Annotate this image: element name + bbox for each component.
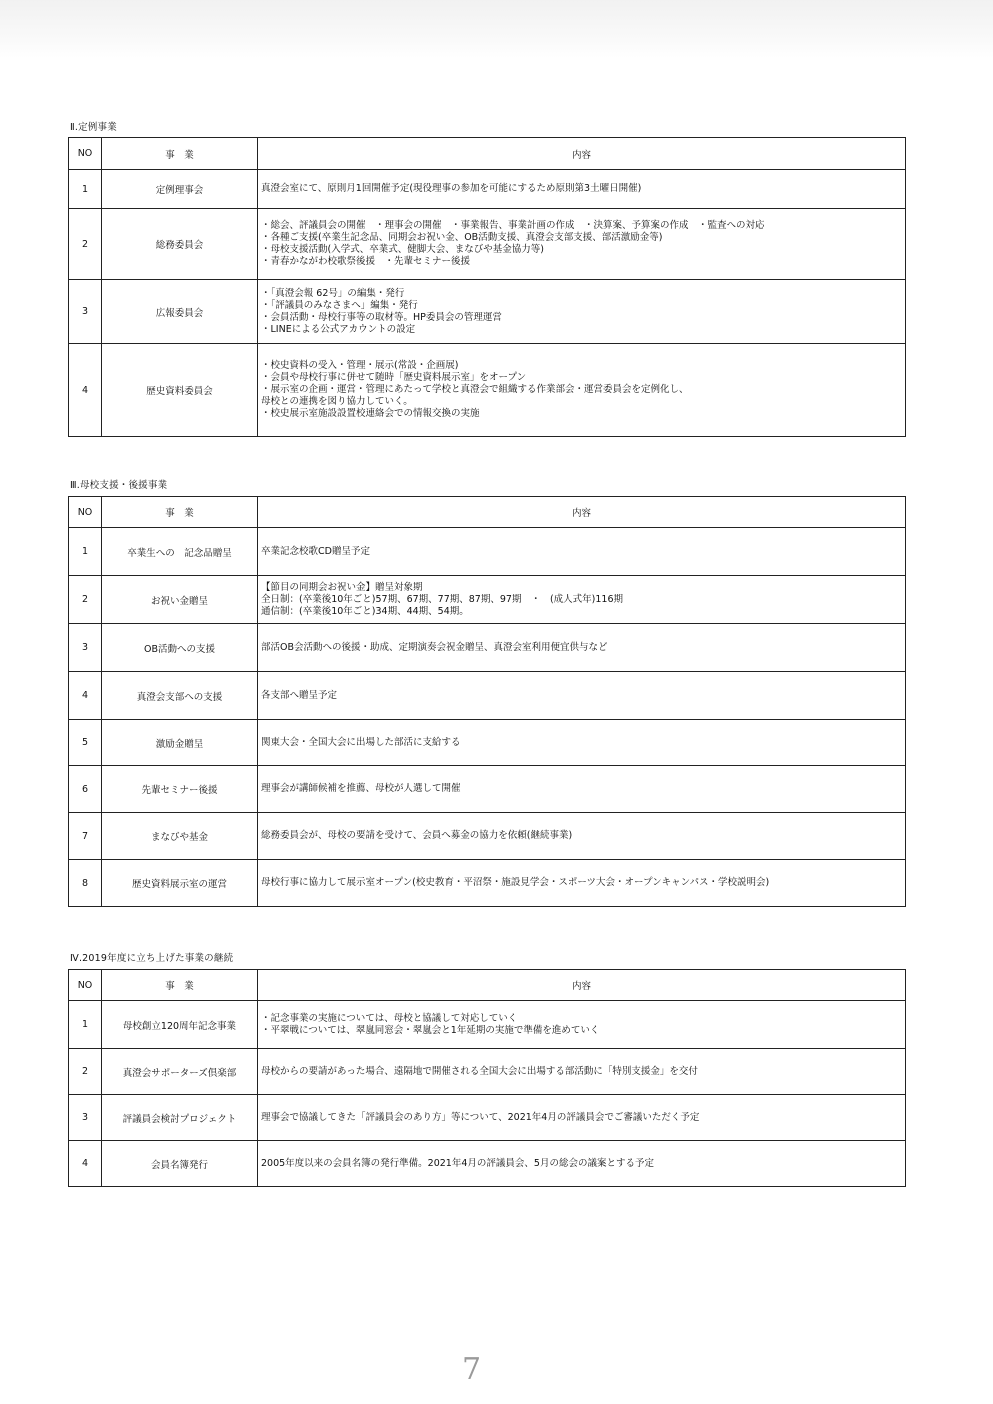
- content-line: 母校との連携を図り協力していく。: [261, 396, 413, 407]
- scan-top-shadow: [0, 0, 993, 58]
- content-line: ・展示室の企画・運営・管理にあたって学校と真澄会で組織する作業部会・運営委員会を定例化し、: [261, 384, 689, 395]
- header-project: 事 業: [102, 138, 258, 170]
- header-no: NO: [69, 497, 102, 528]
- content-line: ・会員活動・母校行事等の取材等。HP委員会の管理運営: [261, 311, 502, 323]
- header-project: 事 業: [102, 497, 258, 528]
- table-row: [69, 576, 906, 624]
- row-number: 4: [69, 1141, 102, 1187]
- content-line: 真澄会室にて、原則月1回開催予定(現役理事の参加を可能にするため原則第3土曜日開催): [261, 183, 642, 194]
- project-name: 評議員会検討プロジェクト: [102, 1095, 258, 1141]
- project-content: [258, 209, 906, 280]
- content-line: 全日制：(卒業後10年ごと)57期、67期、77期、87期、97期 ・ (成人式年)116期: [261, 593, 623, 605]
- table-row: [69, 209, 906, 280]
- project-name: 歴史資料委員会: [102, 344, 258, 437]
- project-content: [258, 576, 906, 624]
- table-row: [69, 528, 906, 576]
- project-content: [258, 1141, 906, 1187]
- table-row: [69, 1095, 906, 1141]
- row-number: 2: [69, 1049, 102, 1095]
- row-number: 2: [69, 209, 102, 280]
- project-name: 会員名簿発行: [102, 1141, 258, 1187]
- page-number: 7: [462, 1352, 482, 1387]
- row-number: 2: [69, 576, 102, 624]
- project-content: [258, 170, 906, 209]
- table-row: [69, 170, 906, 209]
- content-line: ・校史展示室施設設置校連絡会での情報交換の実施: [261, 408, 480, 419]
- content-line: ・会員や母校行事に併せて随時「歴史資料展示室」をオープン: [261, 372, 527, 383]
- row-number: 3: [69, 280, 102, 344]
- content-line: 理事会で協議してきた「評議員会のあり方」等について、2021年4月の評議員会でご審議いただく予定: [261, 1111, 700, 1123]
- content-line: ・校史資料の受入・管理・展示(常設・企画展): [261, 360, 459, 371]
- content-line: 母校行事に協力して展示室オープン(校史教育・平沼祭・施設見学会・スポーツ大会・オープンキャンパス・学校説明会): [261, 877, 770, 888]
- project-name: 真澄会支部への支援: [102, 672, 258, 720]
- header-no: NO: [69, 138, 102, 170]
- row-number: 8: [69, 860, 102, 907]
- content-line: 総務委員会が、母校の要請を受けて、会員へ募金の協力を依頼(継続事業): [261, 830, 573, 841]
- content-line: 部活OB会活動への後援・助成、定期演奏会祝金贈呈、真澄会室利用便宜供与など: [261, 641, 608, 653]
- content-line: ・記念事業の実施については、母校と協議して対応していく: [261, 1012, 518, 1024]
- project-name: お祝い金贈呈: [102, 576, 258, 624]
- content-line: 【節目の同期会お祝い金】贈呈対象期: [261, 581, 423, 593]
- content-line: 母校からの要請があった場合、遠隔地で開催される全国大会に出場する部活動に「特別支援金」を交付: [261, 1065, 698, 1077]
- project-name: 定例理事会: [102, 170, 258, 209]
- section-title: Ⅲ.母校支援・後援事業: [70, 480, 168, 491]
- row-number: 4: [69, 344, 102, 437]
- project-content: [258, 1001, 906, 1049]
- content-line: ・母校支援活動(入学式、卒業式、健脚大会、まなびや基金協力等): [261, 244, 544, 255]
- header-content: 内容: [258, 970, 906, 1001]
- table-row: [69, 813, 906, 860]
- table-row: [69, 720, 906, 766]
- project-content: [258, 1049, 906, 1095]
- project-content: [258, 280, 906, 344]
- table-row: [69, 624, 906, 672]
- table-row: [69, 1001, 906, 1049]
- table-row: [69, 1049, 906, 1095]
- project-name: 真澄会サポーターズ倶楽部: [102, 1049, 258, 1095]
- table-row: [69, 344, 906, 437]
- table-row: [69, 766, 906, 813]
- row-number: 7: [69, 813, 102, 860]
- project-name: 歴史資料展示室の運営: [102, 860, 258, 907]
- schedule-table: [68, 969, 906, 1187]
- project-content: [258, 860, 906, 907]
- content-line: 2005年度以来の会員名簿の発行準備。2021年4月の評議員会、5月の総会の議案とする予定: [261, 1157, 654, 1169]
- row-number: 4: [69, 672, 102, 720]
- content-line: ・「評議員のみなさまへ」編集・発行: [261, 299, 418, 311]
- header-no: NO: [69, 970, 102, 1001]
- header-content: 内容: [258, 497, 906, 528]
- project-content: [258, 1095, 906, 1141]
- project-name: 先輩セミナー後援: [102, 766, 258, 813]
- project-content: [258, 720, 906, 766]
- content-line: 理事会が講師候補を推薦、母校が人選して開催: [261, 783, 461, 794]
- row-number: 1: [69, 170, 102, 209]
- row-number: 5: [69, 720, 102, 766]
- project-content: [258, 344, 906, 437]
- project-name: まなびや基金: [102, 813, 258, 860]
- content-line: ・青春かながわ校歌祭後援 ・先輩セミナー後援: [261, 256, 471, 267]
- table-header-row: [69, 497, 906, 528]
- header-project: 事 業: [102, 970, 258, 1001]
- row-number: 1: [69, 1001, 102, 1049]
- schedule-table: [68, 137, 906, 437]
- project-content: [258, 766, 906, 813]
- content-line: ・各種ご支援(卒業生記念品、同期会お祝い金、OB活動支援、真澄会支部支援、部活激励金等): [261, 232, 663, 243]
- table-header-row: [69, 970, 906, 1001]
- table-row: [69, 672, 906, 720]
- row-number: 1: [69, 528, 102, 576]
- content-line: ・平翠戦については、翠嵐同窓会・翠嵐会と1年延期の実施で準備を進めていく: [261, 1024, 600, 1036]
- project-name: 卒業生への 記念品贈呈: [102, 528, 258, 576]
- table-row: [69, 1141, 906, 1187]
- content-line: ・LINEによる公式アカウントの設定: [261, 323, 416, 335]
- row-number: 6: [69, 766, 102, 813]
- section-title: Ⅱ.定例事業: [70, 122, 117, 133]
- table-row: [69, 860, 906, 907]
- section-title: Ⅳ.2019年度に立ち上げた事業の継続: [70, 953, 234, 964]
- content-line: ・「真澄会報 62号」の編集・発行: [261, 287, 405, 299]
- table-header-row: [69, 138, 906, 170]
- content-line: 通信制：(卒業後10年ごと)34期、44期、54期。: [261, 605, 469, 617]
- project-content: [258, 528, 906, 576]
- content-line: 卒業記念校歌CD贈呈予定: [261, 545, 370, 557]
- project-content: [258, 624, 906, 672]
- project-name: 総務委員会: [102, 209, 258, 280]
- content-line: ・総会、評議員会の開催 ・理事会の開催 ・事業報告、事業計画の作成 ・決算案、予算案の作成 ・監査への対応: [261, 220, 765, 231]
- project-name: 広報委員会: [102, 280, 258, 344]
- header-content: 内容: [258, 138, 906, 170]
- project-name: OB活動への支援: [102, 624, 258, 672]
- row-number: 3: [69, 624, 102, 672]
- project-content: [258, 672, 906, 720]
- content-line: 関東大会・全国大会に出場した部活に支給する: [261, 736, 461, 748]
- project-name: 激励金贈呈: [102, 720, 258, 766]
- project-name: 母校創立120周年記念事業: [102, 1001, 258, 1049]
- schedule-table: [68, 496, 906, 907]
- project-content: [258, 813, 906, 860]
- table-row: [69, 280, 906, 344]
- row-number: 3: [69, 1095, 102, 1141]
- content-line: 各支部へ贈呈予定: [261, 689, 338, 701]
